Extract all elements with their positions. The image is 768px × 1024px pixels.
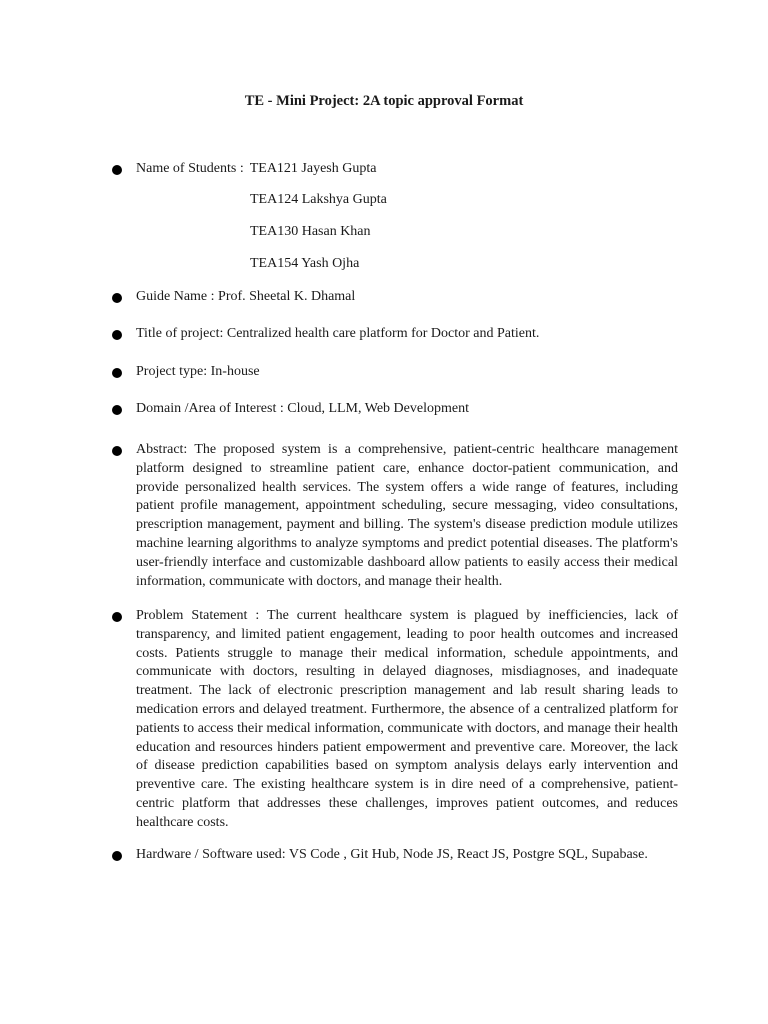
student-name: TEA130 Hasan Khan bbox=[250, 224, 371, 239]
domain-item bbox=[112, 400, 678, 419]
project-type-item bbox=[112, 363, 678, 382]
student-name: TEA124 Lakshya Gupta bbox=[250, 192, 387, 207]
project-title: Title of project: Centralized health care platform for Doctor and Patient. bbox=[136, 326, 540, 341]
guide-item bbox=[112, 288, 678, 307]
bullet-icon bbox=[112, 612, 122, 622]
students-label: Name of Students : bbox=[136, 161, 244, 176]
bullet-icon bbox=[112, 330, 122, 340]
bullet-icon bbox=[112, 446, 122, 456]
bullet-icon bbox=[112, 405, 122, 415]
problem-statement-text: Problem Statement : The current healthcare system is plagued by inefficiencies, lack of transparency, and limited patient engagement, leading to poor health outcomes and increased costs. Patients struggle to manage their medical information, schedule appointments, and communicate with doctors, resulting in delayed diagnoses, misdiagnoses, and inadequate treatment. The lack of electronic prescription management and lab result sharing leads to medication errors and delayed treatment. Furthermore, the absence of a centralized platform for patients to access their medical information, communicate with doctors, and manage their health education and resources hinders patient empowerment and preventive care. Moreover, the lack of disease prediction capabilities based on symptom analysis delays early intervention and preventive care. The existing healthcare system is in dire need of a comprehensive, patient-centric platform that addresses these challenges, improves patient outcomes, and reduces healthcare costs. bbox=[136, 608, 678, 830]
bullet-icon bbox=[112, 165, 122, 175]
hardware-software-item bbox=[112, 846, 678, 865]
problem-statement-item bbox=[112, 607, 678, 833]
hardware-software-used: Hardware / Software used: VS Code , Git Hub, Node JS, React JS, Postgre SQL, Supabase. bbox=[136, 847, 648, 862]
bullet-icon bbox=[112, 851, 122, 861]
abstract-item bbox=[112, 441, 678, 591]
document-title: TE - Mini Project: 2A topic approval Format bbox=[244, 93, 524, 109]
students-item bbox=[112, 160, 678, 179]
bullet-icon bbox=[112, 368, 122, 378]
bullet-icon bbox=[112, 293, 122, 303]
project-type: Project type: In-house bbox=[136, 364, 260, 379]
project-title-item bbox=[112, 325, 678, 344]
guide-name: Guide Name : Prof. Sheetal K. Dhamal bbox=[136, 289, 356, 304]
student-name: TEA154 Yash Ojha bbox=[250, 256, 360, 271]
domain-of-interest: Domain /Area of Interest : Cloud, LLM, Web Development bbox=[136, 401, 469, 416]
abstract-text: Abstract: The proposed system is a comprehensive, patient-centric healthcare management platform designed to streamline patient care, enhance doctor-patient communication, and provide personalized health services. The system offers a wide range of features, including patient profile management, appointment scheduling, secure messaging, video consultations, prescription management, payment and billing. The system's disease prediction module utilizes machine learning algorithms to analyze symptoms and predict potential diseases. The platform's user-friendly interface and customizable dashboard allow patients to easily access their medical information, communicate with doctors, and manage their health. bbox=[136, 442, 678, 589]
student-name: TEA121 Jayesh Gupta bbox=[249, 161, 377, 176]
